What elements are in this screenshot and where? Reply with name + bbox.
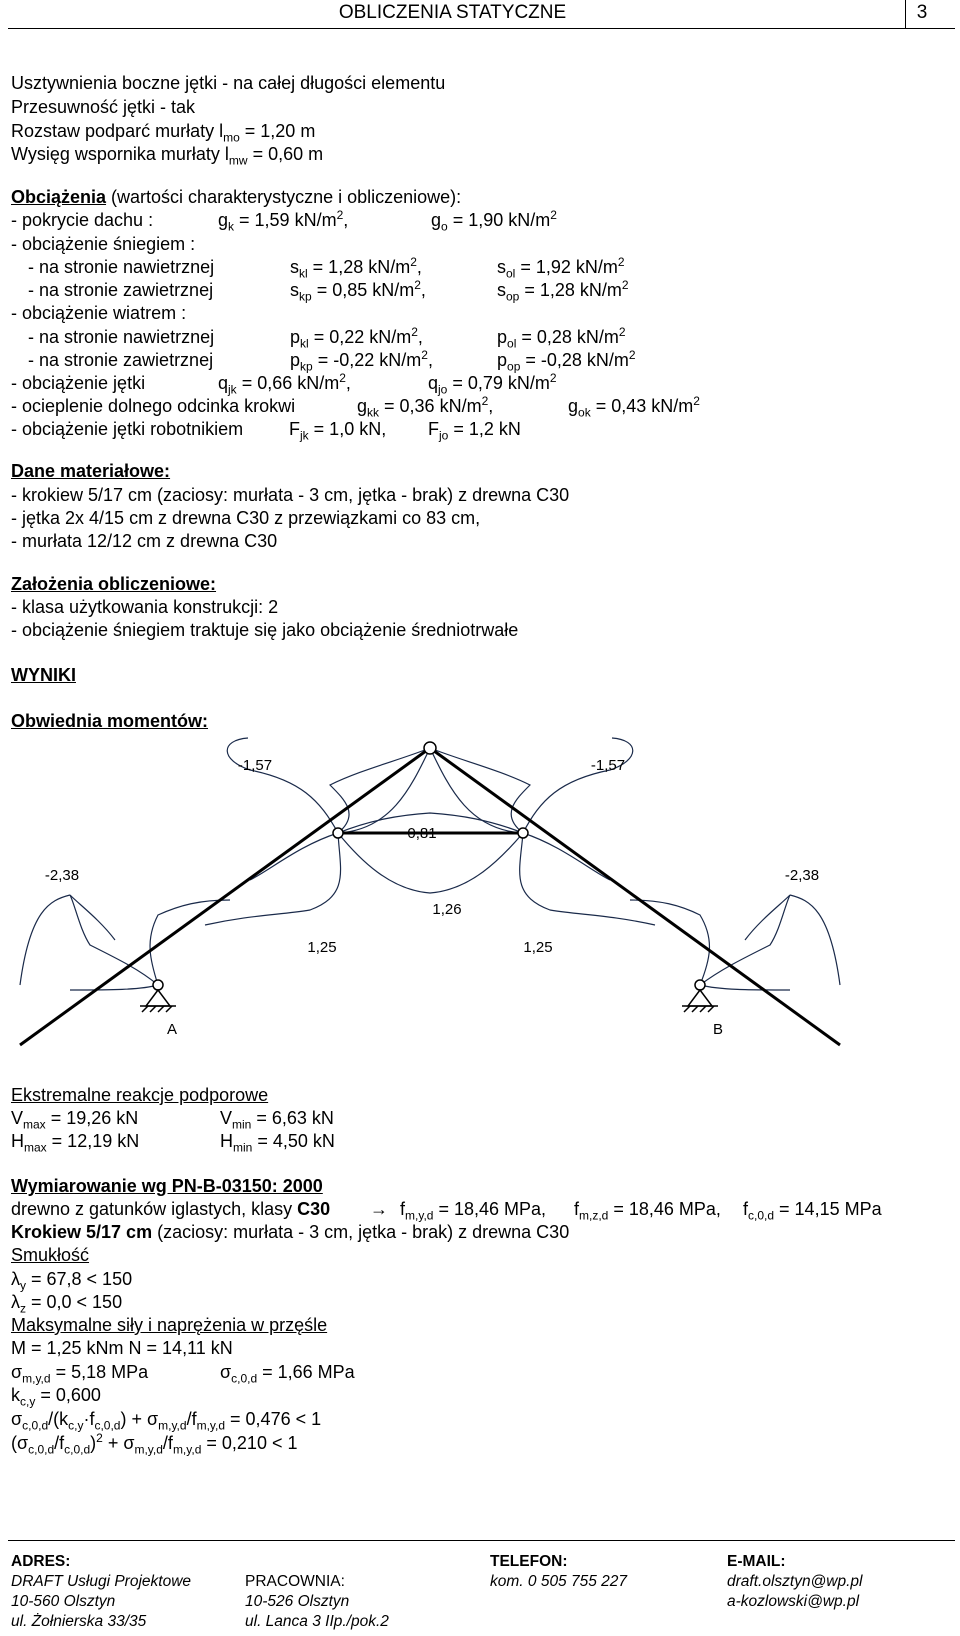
reaction-hmin: $H_{min} = 4,50$ kN <box>220 1131 335 1155</box>
load-worker-o: $F_{jo} = 1,2$ kN <box>428 419 521 443</box>
footer-email-heading: E-MAIL: <box>727 1553 786 1570</box>
assumption-service-class: - klasa użytkowania konstrukcji: 2 <box>11 597 279 617</box>
footer-office-heading: PRACOWNIA: <box>245 1573 345 1590</box>
page-number: 3 <box>916 2 928 23</box>
reaction-hmax: $H_{max} = 12,19$ kN <box>11 1131 140 1155</box>
loads-heading: Obciążenia (wartości charakterystyczne i obliczeniowe): <box>11 187 462 207</box>
moment-label-collar-bottom: 1,26 <box>432 901 462 918</box>
param-bracing: Usztywnienia boczne jętki - na całej długości elementu <box>11 73 446 93</box>
assumption-snow: - obciążenie śniegiem traktuje się jako obciążenie średniotrwałe <box>11 620 519 640</box>
stress-bending: $\sigma_{m,y,d} = 5,18$ MPa <box>11 1362 149 1386</box>
moment-label-right-eave: -2,38 <box>784 867 820 884</box>
design-wood-class: drewno z gatunków iglastych, klasy C30 <box>11 1199 331 1219</box>
stress-compression: $\sigma_{c,0,d} = 1,66$ MPa <box>220 1362 355 1386</box>
load-snow-leeward-o: $s_{op} = 1,28$ $kN/m^2$ <box>497 278 629 304</box>
moment-label-span-left: 1,25 <box>307 939 337 956</box>
footer-address-1: DRAFT Usługi Projektowe <box>11 1573 192 1590</box>
truss-nodes <box>333 742 528 838</box>
load-wind-label: - obciążenie wiatrem : <box>11 303 187 323</box>
collar-node-left <box>333 828 343 838</box>
reactions-heading: Ekstremalne reakcje podporowe <box>11 1085 269 1105</box>
slenderness-z: $\lambda_z = 0,0 < 150$ <box>11 1292 123 1316</box>
forces-mn: M = 1,25 kNm N = 14,11 kN <box>11 1338 233 1358</box>
materials-heading: Dane materiałowe: <box>11 461 171 481</box>
load-snow-label: - obciążenie śniegiem : <box>11 234 196 254</box>
load-insulation: - ocieplenie dolnego odcinka krokwi <box>11 396 296 416</box>
right-rafter <box>430 748 840 1045</box>
load-roof: - pokrycie dachu : <box>11 210 154 230</box>
support-b <box>682 980 718 1012</box>
footer-phone-heading: TELEFON: <box>490 1553 568 1570</box>
design-rafter: Krokiew 5/17 cm (zaciosy: murłata - 3 cm, jętka - brak) z drewna C30 <box>11 1222 570 1242</box>
footer-office-3: ul. Lanca 3 IIp./pok.2 <box>245 1613 389 1630</box>
moment-label-span-right: 1,25 <box>523 939 553 956</box>
load-collar-k: $q_{jk} = 0,66$ $kN/m^2$, <box>218 371 351 397</box>
param-plate-overhang: Wysięg wspornika murłaty $l_{mw} = 0,60$ m <box>11 144 324 168</box>
arrow-icon: → <box>370 1199 388 1219</box>
collar-node-right <box>518 828 528 838</box>
slenderness-y: $\lambda_y = 67,8 < 150$ <box>11 1269 133 1293</box>
load-collar-o: $q_{jo} = 0,79$ $kN/m^2$ <box>428 371 557 397</box>
footer-email-2[interactable]: a-kozlowski@wp.pl <box>727 1593 860 1610</box>
moment-label-left-eave: -2,38 <box>44 867 80 884</box>
load-wind-windward: - na stronie nawietrznej <box>28 327 215 347</box>
load-wind-leeward-o: $p_{op} = -0,28$ $kN/m^2$ <box>497 348 636 374</box>
page-title: OBLICZENIA STATYCZNE <box>338 2 567 23</box>
forces-heading: Maksymalne siły i naprężenia w przęśle <box>11 1315 328 1335</box>
load-roof-go: $g_o = 1,90$ $kN/m^2$ <box>431 208 557 234</box>
moment-label-top-right: -1,57 <box>590 757 626 774</box>
param-plate-spacing: Rozstaw podparć murłaty $l_{mo} = 1,20$ m <box>11 121 316 145</box>
load-wind-windward-o: $p_{ol} = 0,28$ $kN/m^2$ <box>497 325 626 351</box>
moment-envelope-curves <box>20 738 840 990</box>
footer-address-2: 10-560 Olsztyn <box>11 1593 116 1610</box>
moments-heading: Obwiednia momentów: <box>11 711 209 731</box>
support-b-label: B <box>712 1021 724 1038</box>
load-wind-leeward: - na stronie zawietrznej <box>28 350 214 370</box>
check-condition-1: $\sigma_{c,0,d}/(k_{c,y}\cdot f_{c,0,d}) + \sigma_{m,y,d}/f_{m,y,d} = 0,476 < 1$ <box>11 1409 322 1433</box>
load-worker-k: $F_{jk} = 1,0$ kN, <box>289 419 387 443</box>
param-collar-shift: Przesuwność jętki - tak <box>11 97 196 117</box>
footer-address-heading: ADRES: <box>11 1553 71 1570</box>
material-collar: - jętka 2x 4/15 cm z drewna C30 z przewiązkami co 83 cm, <box>11 508 481 528</box>
slenderness-heading: Smukłość <box>11 1245 90 1265</box>
load-wind-leeward-k: $p_{kp} = -0,22$ $kN/m^2$, <box>290 348 433 374</box>
load-snow-windward-k: $s_{kl} = 1,28$ $kN/m^2$, <box>290 255 422 281</box>
design-fc0d: $f_{c,0,d} = 14,15$ MPa <box>743 1199 882 1223</box>
assumptions-heading: Założenia obliczeniowe: <box>11 574 217 594</box>
footer-phone: kom. 0 505 755 227 <box>490 1573 628 1590</box>
load-snow-leeward-k: $s_{kp} = 0,85$ $kN/m^2$, <box>290 278 426 304</box>
footer-address-3: ul. Żołnierska 33/35 <box>11 1613 147 1630</box>
design-fmzd: $f_{m,z,d} = 18,46$ MPa, <box>574 1199 721 1223</box>
load-roof-gk: $g_k = 1,59$ $kN/m^2$, <box>218 208 349 234</box>
load-snow-windward-o: $s_{ol} = 1,92$ $kN/m^2$ <box>497 255 625 281</box>
load-insulation-o: $g_{ok} = 0,43$ $kN/m^2$ <box>568 394 700 420</box>
moment-label-top-left: -1,57 <box>237 757 273 774</box>
load-wind-windward-k: $p_{kl} = 0,22$ $kN/m^2$, <box>290 325 423 351</box>
moment-label-collar: 0,81 <box>407 825 437 842</box>
support-a-label: A <box>166 1021 178 1038</box>
load-snow-windward: - na stronie nawietrznej <box>28 257 215 277</box>
material-rafter: - krokiew 5/17 cm (zaciosy: murłata - 3 cm, jętka - brak) z drewna C30 <box>11 485 570 505</box>
design-heading: Wymiarowanie wg PN-B-03150: 2000 <box>11 1176 323 1196</box>
design-fmyd: $f_{m,y,d} = 18,46$ MPa, <box>400 1199 547 1223</box>
truss-members <box>20 748 840 1045</box>
reaction-vmin: $V_{min} = 6,63$ kN <box>220 1108 334 1132</box>
results-heading: WYNIKI <box>11 665 76 685</box>
footer-rule <box>8 1540 955 1541</box>
check-condition-2: $(\sigma_{c,0,d}/f_{c,0,d})^2 + \sigma_{m,y,d}/f_{m,y,d} = 0,210 < 1$ <box>11 1431 298 1457</box>
load-worker: - obciążenie jętki robotnikiem <box>11 419 244 439</box>
reaction-vmax: $V_{max} = 19,26$ kN <box>11 1108 139 1132</box>
footer-office-2: 10-526 Olsztyn <box>245 1593 350 1610</box>
footer-email-1[interactable]: draft.olsztyn@wp.pl <box>727 1573 863 1590</box>
load-collar: - obciążenie jętki <box>11 373 146 393</box>
material-wallplate: - murłata 12/12 cm z drewna C30 <box>11 531 278 551</box>
load-insulation-k: $g_{kk} = 0,36$ $kN/m^2$, <box>357 394 494 420</box>
left-rafter <box>20 748 430 1045</box>
buckling-factor: $k_{c,y} = 0,600$ <box>11 1385 101 1409</box>
ridge-node <box>424 742 436 754</box>
load-snow-leeward: - na stronie zawietrznej <box>28 280 214 300</box>
support-a <box>140 980 176 1012</box>
